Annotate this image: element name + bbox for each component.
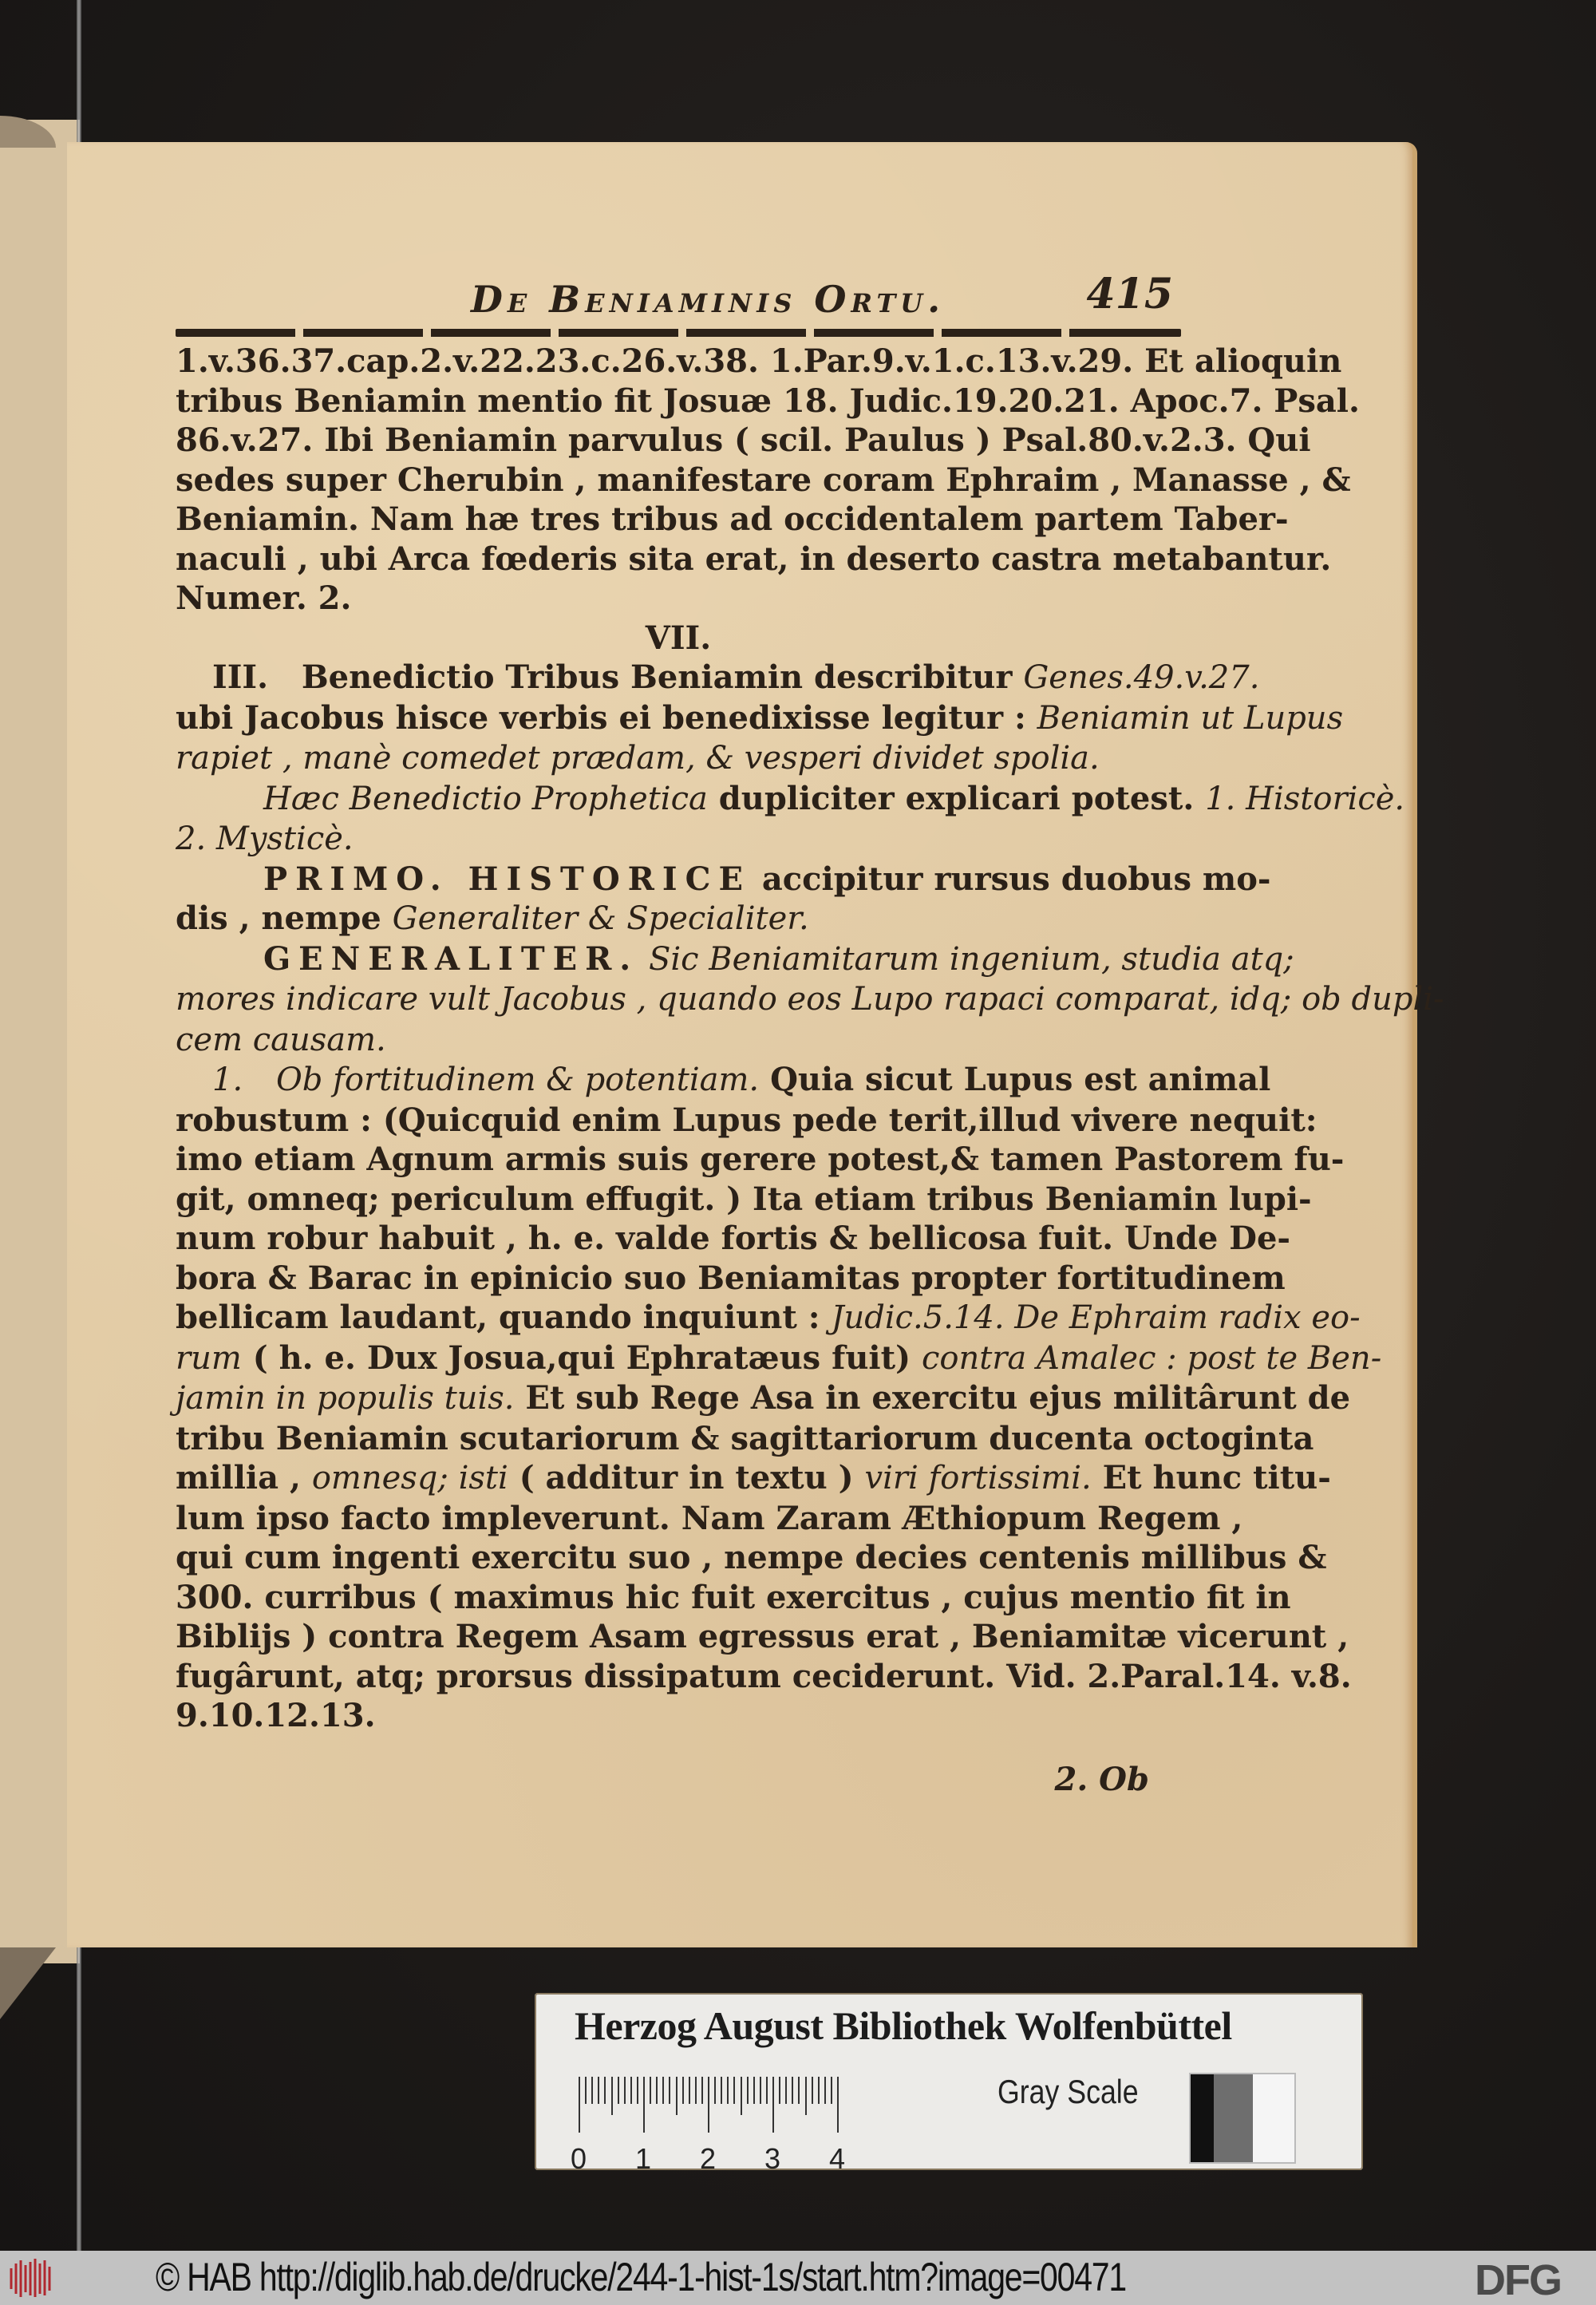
text-line: fugârunt, atq; prorsus dissipatum ceciderunt. Vid. 2.Paral.14. v.8. (176, 1657, 1352, 1695)
ruler-tick (604, 2077, 606, 2104)
text-line: Numer. 2. (176, 579, 352, 617)
ruler-tick (824, 2077, 826, 2104)
paragraph-2 (176, 658, 1344, 779)
text-run: dis , nempe (176, 899, 393, 937)
paragraph-3 (176, 779, 1405, 860)
running-head (176, 262, 1181, 326)
section-number: VII. (645, 619, 712, 657)
ruler-tick (579, 2077, 580, 2133)
text-run: dupliciter explicari potest. (707, 779, 1206, 817)
italic-run: Ob fortitudinem & potentiam. (275, 1062, 760, 1098)
ruler-tick (785, 2077, 787, 2104)
text-line (176, 899, 1181, 939)
italic-run: omnesq; isti (311, 1460, 508, 1496)
text-line: tribus Beniamin mentio fit Josuæ 18. Judic.19.20.21. Apoc.7. Psal. (176, 382, 1360, 420)
ruler-tick (721, 2077, 722, 2104)
quotation: rapiet , manè comedet prædam, & vesperi dividet spolia. (176, 740, 1100, 777)
ruler-tick (772, 2077, 774, 2133)
spaced-caps: GENERALITER. (263, 939, 639, 978)
text-block (176, 262, 1444, 1799)
italic-run: cem causam. (176, 1021, 386, 1058)
catchword: 2. Ob (1054, 1760, 1149, 1798)
dfg-logo: DFG (1475, 2256, 1561, 2304)
ruler-tick (831, 2077, 832, 2104)
italic-run: viri fortissimi. (864, 1460, 1092, 1496)
text-line: sedes super Cherubin , manifestare coram Ephraim , Manasse , & (176, 461, 1351, 499)
text-line (176, 1458, 1331, 1499)
text-line (176, 819, 1181, 860)
italic-run: Hæc Benedictio Prophetica (263, 780, 708, 817)
ruler-tick (733, 2077, 735, 2104)
text-line: qui cum ingenti exercitu suo , nempe decies centenis millibus & (176, 1539, 1327, 1576)
text-run: Quia sicut Lupus est animal (759, 1061, 1271, 1098)
ruler-tick (637, 2077, 638, 2104)
text-line: git, omneq; periculum effugit. ) Ita etiam tribus Beniamin lupi- (176, 1180, 1312, 1218)
italic-run: rum (176, 1339, 242, 1377)
text-line: Beniamin. Nam hæ tres tribus ad occidentalem partem Taber- (176, 500, 1289, 538)
ruler-tick (708, 2077, 709, 2133)
gray-scale-label: Gray Scale (998, 2073, 1139, 2110)
italic-run: Judic.5.14. De Ephraim radix eo- (831, 1299, 1361, 1336)
text-line (176, 939, 1294, 980)
text-line: robustum : (Quicquid enim Lupus pede terit,illud vivere nequit: (176, 1101, 1317, 1139)
footer-bar (0, 2251, 1596, 2305)
institution-name: Herzog August Bibliothek Wolfenbüttel (575, 2003, 1232, 2048)
italic-run: jamin in populis tuis. (176, 1380, 515, 1417)
text-run: Et hunc titu- (1091, 1459, 1331, 1496)
paragraph-4 (176, 860, 1271, 939)
text-line (176, 738, 1181, 779)
text-line: 300. curribus ( maximus hic fuit exercitus , cujus mentio fit in (176, 1578, 1291, 1616)
ruler-tick (695, 2077, 697, 2104)
text-run: bellicam laudant, quando inquiunt : (176, 1299, 832, 1336)
swatch-white (1253, 2074, 1294, 2162)
ruler-tick (701, 2077, 703, 2104)
text-line: 1.v.36.37.cap.2.v.22.23.c.26.v.38. 1.Par.9.v.1.c.13.v.29. Et alioquin (176, 342, 1342, 380)
text-line: num robur habuit , h. e. valde fortis & bellicosa fuit. Unde De- (176, 1220, 1291, 1257)
ruler-tick (624, 2077, 626, 2104)
text-line: Biblijs ) contra Regem Asam egressus erat , Beniamitæ vicerunt , (176, 1618, 1349, 1655)
ruler-label: 0 (570, 2142, 587, 2175)
ruler-tick (805, 2077, 807, 2115)
text-line: lum ipso facto impleverunt. Nam Zaram Æthiopum Regem , (176, 1499, 1243, 1537)
ruler-tick (643, 2077, 645, 2133)
copyright-url: © HAB http://diglib.hab.de/drucke/244-1-hist-1s/start.htm?image=00471 (156, 2255, 1126, 2299)
swatch-black (1191, 2074, 1214, 2162)
text-line: 9.10.12.13. (176, 1697, 376, 1734)
ruler-tick (598, 2077, 599, 2104)
ruler-tick (766, 2077, 768, 2104)
text-line (176, 1298, 1361, 1338)
ruler-tick (812, 2077, 813, 2104)
ruler-tick (656, 2077, 658, 2104)
text-line (176, 1378, 1351, 1419)
ruler-tick (662, 2077, 664, 2104)
italic-run: mores indicare vult Jacobus , quando eos Lupo rapaci comparat, idq; ob dupli- (176, 981, 1444, 1018)
scripture-reference: Genes.49.v.27. (1023, 659, 1260, 696)
text-line (176, 979, 1444, 1020)
text-line (176, 860, 1271, 899)
paragraph-5 (176, 939, 1444, 1061)
ruler-label: 1 (634, 2142, 652, 2175)
head-rule (176, 329, 1181, 337)
ruler-tick (689, 2077, 690, 2104)
ruler-tick (585, 2077, 587, 2104)
book-page (67, 142, 1444, 1947)
color-scale-card (535, 1993, 1363, 2175)
text-run: ( h. e. Dux Josua,qui Ephratæus fuit) (241, 1338, 922, 1377)
text-line: tribu Beniamin scutariorum & sagittariorum ducenta octoginta (176, 1419, 1314, 1457)
ruler-tick (760, 2077, 761, 2104)
ruler-label: 4 (828, 2142, 846, 2175)
spaced-caps: PRIMO. HISTORICE (263, 860, 751, 898)
text-run: ( additur in textu ) (508, 1459, 865, 1496)
ruler-tick (682, 2077, 684, 2104)
running-head-title: De Beniaminis Ortu. (471, 278, 946, 321)
text-line: 86.v.27. Ibi Beniamin parvulus ( scil. Paulus ) Psal.80.v.2.3. Qui (176, 421, 1311, 459)
text-line (176, 1338, 1382, 1379)
italic-run: Generaliter & Specialiter. (392, 900, 809, 937)
italic-run: Sic Beniamitarum ingenium, studia atq; (638, 940, 1294, 978)
ruler-tick (792, 2077, 793, 2104)
text-line: naculi , ubi Arca fœderis sita erat, in deserto castra metabantur. (176, 540, 1332, 578)
text-run: accipitur rursus duobus mo- (750, 860, 1271, 898)
ruler-tick (753, 2077, 755, 2104)
ruler-tick (741, 2077, 742, 2115)
text-line (176, 698, 1344, 739)
ruler-tick (747, 2077, 749, 2104)
italic-run: 2. Mysticè. (176, 820, 354, 857)
ruler-tick (591, 2077, 593, 2104)
text-line (176, 1060, 1271, 1101)
ruler-tick (676, 2077, 678, 2115)
hab-logo-icon (6, 2257, 64, 2299)
text-line (176, 658, 1260, 698)
text-run: millia , (176, 1459, 312, 1496)
paragraph-1 (176, 342, 1360, 619)
text-run: Et sub Rege Asa in exercitu ejus militârunt de (514, 1379, 1351, 1417)
item-number: 1. (212, 1062, 243, 1098)
gray-scale-swatches (1189, 2073, 1296, 2164)
text-line: imo etiam Agnum armis suis gerere potest,& tamen Pastorem fu- (176, 1141, 1345, 1178)
ruler-tick (630, 2077, 632, 2104)
ruler-tick (714, 2077, 716, 2104)
ruler-label: 2 (699, 2142, 717, 2175)
ruler-tick (650, 2077, 651, 2104)
page-number: 415 (1086, 270, 1173, 318)
paragraph-6 (176, 1060, 1382, 1736)
text-run: Benedictio Tribus Beniamin describitur (301, 658, 1024, 696)
swatch-gray (1214, 2074, 1253, 2162)
text-run: ubi Jacobus hisce verbis ei benedixisse legitur : (176, 698, 1037, 737)
ruler (570, 2077, 850, 2175)
text-line (176, 779, 1405, 820)
item-number: III. (212, 658, 269, 696)
ruler-tick (798, 2077, 800, 2104)
ruler-tick (818, 2077, 820, 2104)
italic-run: contra Amalec : post te Ben- (921, 1339, 1382, 1377)
text-line (176, 1020, 1181, 1061)
quotation: Beniamin ut Lupus (1037, 699, 1344, 737)
ruler-tick (669, 2077, 670, 2104)
ruler-label: 3 (764, 2142, 781, 2175)
italic-run: 1. Historicè. (1205, 780, 1405, 817)
ruler-tick (618, 2077, 619, 2104)
text-line: bora & Barac in epinicio suo Beniamitas propter fortitudinem (176, 1259, 1286, 1297)
ruler-tick (611, 2077, 613, 2115)
ruler-tick (779, 2077, 780, 2104)
ruler-tick (727, 2077, 729, 2104)
ruler-tick (837, 2077, 839, 2133)
